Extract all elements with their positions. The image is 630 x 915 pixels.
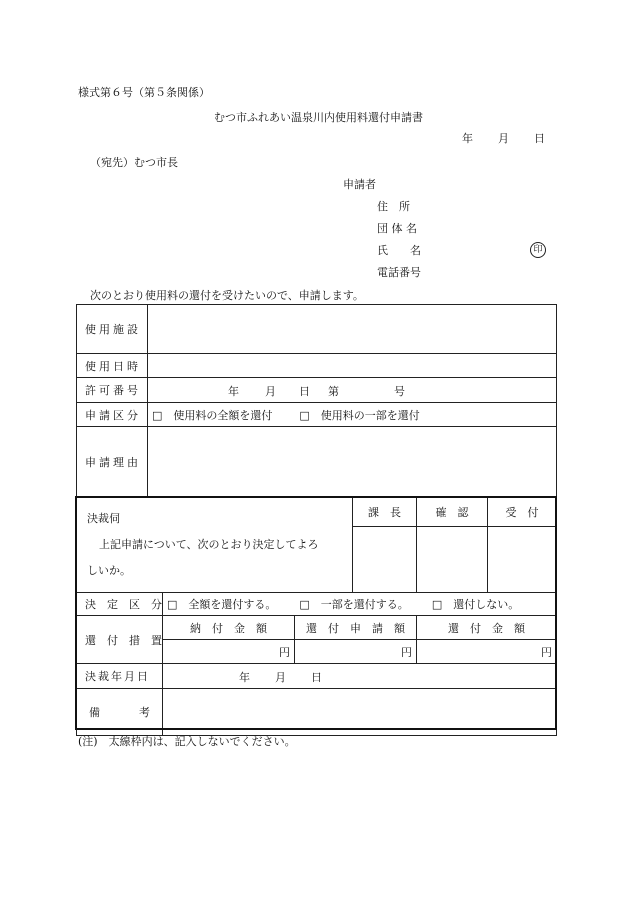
paid-amount-field[interactable] xyxy=(163,640,295,664)
footnote: (注) 太線枠内は、記入しないでください。 xyxy=(78,735,296,748)
decision-date-month: 月 xyxy=(275,671,286,684)
permit-day: 日 xyxy=(299,385,310,398)
requested-amount-field[interactable] xyxy=(295,640,417,664)
decision-option-partial[interactable]: □ 一部を還付する。 xyxy=(299,598,409,611)
applicant-name-label: 氏 名 xyxy=(377,244,421,257)
decision-date-day: 日 xyxy=(311,671,322,684)
date-year: 年 xyxy=(462,132,473,145)
applicant-address-label: 住 所 xyxy=(377,200,410,213)
reason-label: 申請理由 xyxy=(77,427,148,498)
intro-text: 次のとおり使用料の還付を受けたいので、申請します。 xyxy=(90,289,364,302)
reception-header: 受 付 xyxy=(488,498,557,527)
category-label: 申請区分 xyxy=(77,403,148,427)
refund-yen: 円 xyxy=(541,645,552,659)
permit-field[interactable] xyxy=(148,378,557,403)
remarks-label-1: 備 xyxy=(89,706,100,719)
requested-amount-header: 還 付 申 請 額 xyxy=(295,616,417,640)
category-option-full[interactable]: □ 使用料の全額を還付 xyxy=(152,408,273,422)
decision-label: 決 定 区 分 xyxy=(77,593,163,616)
seal-icon: 印 xyxy=(530,242,546,258)
confirm-header: 確 認 xyxy=(417,498,488,527)
decision-option-full[interactable]: □ 全額を還付する。 xyxy=(167,598,277,611)
applicant-group-label: 団 体 名 xyxy=(377,222,417,235)
kessai-body-2: しいか。 xyxy=(87,564,131,577)
remarks-field[interactable] xyxy=(163,689,557,736)
reason-field[interactable] xyxy=(148,427,557,498)
remarks-label xyxy=(77,689,163,736)
permit-dai: 第 xyxy=(328,385,339,398)
applicant-phone-label: 電話番号 xyxy=(377,266,421,279)
reception-stamp-box[interactable] xyxy=(488,527,557,593)
requested-yen: 円 xyxy=(401,645,412,659)
kessai-body-1: 上記申請について、次のとおり決定してよろ xyxy=(99,538,319,551)
permit-month: 月 xyxy=(265,385,276,398)
application-table xyxy=(76,304,557,498)
category-field xyxy=(148,403,557,427)
kessai-cell xyxy=(77,498,353,593)
chief-stamp-box[interactable] xyxy=(353,527,417,593)
decision-field xyxy=(163,593,557,616)
addressee: （宛先）むつ市長 xyxy=(90,156,178,169)
refund-label: 還 付 措 置 xyxy=(77,616,163,664)
refund-amount-header: 還 付 金 額 xyxy=(417,616,557,640)
date-month: 月 xyxy=(498,132,509,145)
usage-date-label: 使用日時 xyxy=(77,354,148,378)
decision-date-year: 年 xyxy=(239,671,250,684)
decision-date-label: 決裁年月日 xyxy=(77,664,163,689)
permit-go: 号 xyxy=(394,385,405,398)
official-table xyxy=(76,497,557,736)
kessai-title: 決裁伺 xyxy=(87,512,120,525)
remarks-label-2: 考 xyxy=(139,706,150,719)
permit-year: 年 xyxy=(228,385,239,398)
paid-amount-header: 納 付 金 額 xyxy=(163,616,295,640)
form-number: 様式第６号（第５条関係） xyxy=(78,86,210,99)
decision-date-field[interactable] xyxy=(163,664,557,689)
refund-amount-field[interactable] xyxy=(417,640,557,664)
date-day: 日 xyxy=(534,132,545,145)
chief-header: 課 長 xyxy=(353,498,417,527)
paid-yen: 円 xyxy=(279,645,290,659)
document-title: むつ市ふれあい温泉川内使用料還付申請書 xyxy=(214,111,423,124)
category-option-partial[interactable]: □ 使用料の一部を還付 xyxy=(299,408,420,422)
decision-option-none[interactable]: □ 還付しない。 xyxy=(431,598,520,611)
applicant-heading: 申請者 xyxy=(343,178,376,191)
permit-label: 許可番号 xyxy=(77,378,148,403)
facility-field[interactable] xyxy=(148,305,557,354)
facility-label: 使用施設 xyxy=(77,305,148,354)
confirm-stamp-box[interactable] xyxy=(417,527,488,593)
usage-date-field[interactable] xyxy=(148,354,557,378)
